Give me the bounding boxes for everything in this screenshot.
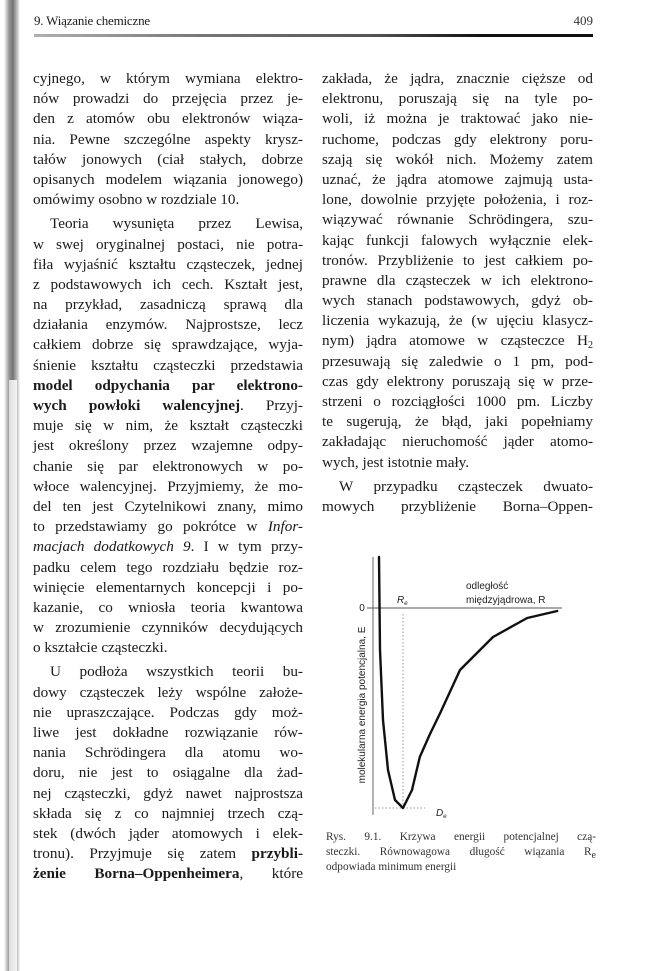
- text-segment: składa się z co najmniej trzech czą-: [33, 804, 303, 822]
- text-line: [33, 497, 303, 517]
- re-label: $R_e$: [397, 595, 408, 607]
- text-segment: liwe jest dokładne rozwiązanie rów-: [33, 724, 303, 741]
- text-segment: elektronu, poruszają się na tyle po-: [322, 90, 593, 108]
- left-text-column: [33, 69, 303, 889]
- text-segment: zakłada, że jądra, znacznie cięższe od: [322, 70, 593, 87]
- text-segment: cyjnego, w którym wymiana elektro-: [33, 70, 303, 87]
- text-line: [33, 618, 303, 638]
- text-line: [322, 210, 593, 230]
- text-line: [33, 784, 303, 804]
- bold-term: wych powłoki walencyjnej: [33, 397, 240, 414]
- text-line: [33, 723, 303, 743]
- text-segment: W przypadku cząsteczek dwuato-: [339, 477, 593, 495]
- text-line: [322, 69, 593, 89]
- text-line: [33, 109, 303, 129]
- paragraph: [322, 477, 593, 517]
- curve-point: [411, 789, 413, 791]
- text-segment: te sugerują, że błąd, jaki popełniamy: [322, 413, 593, 431]
- curve-points: [378, 556, 558, 809]
- text-line: [33, 69, 303, 89]
- text-line: [322, 251, 593, 271]
- text-segment: o kształcie cząsteczki.: [33, 639, 168, 657]
- text-segment: nej cząsteczki, gdyż nawet najprostsza: [33, 784, 303, 802]
- text-line: [322, 331, 593, 351]
- text-line: [33, 662, 303, 682]
- text-line: [322, 291, 593, 311]
- text-segment: steczki. Równowagowa długość wiązania R: [326, 846, 592, 858]
- text-line: [322, 150, 593, 170]
- text-segment: stek (dwóch jąder atomowych i elek-: [33, 824, 303, 842]
- potential-curve: [379, 557, 557, 808]
- text-segment: śnienie kształtu cząsteczki przedstawia: [33, 356, 303, 374]
- curve-point: [394, 799, 396, 801]
- text-segment: dowy cząsteczek leży wspólne założe-: [33, 683, 303, 701]
- text-segment: nie upraszczające. Podczas gdy moż-: [33, 703, 303, 721]
- text-segment: den z atomów obu elektronów wiąza-: [33, 110, 303, 128]
- text-line: [33, 170, 303, 190]
- text-segment: winięcie elementarnych koncepcji i po-: [33, 578, 303, 596]
- text-line: [322, 109, 593, 129]
- text-segment: omówimy osobno w rozdziale 10.: [33, 191, 240, 209]
- text-line: [33, 864, 303, 884]
- text-line: [33, 477, 303, 497]
- curve-point: [382, 719, 384, 721]
- text-segment: odpowiada minimum energii: [326, 861, 457, 873]
- text-segment: liczenia wykazują, że (w ujęciu klasycz-: [322, 312, 593, 330]
- text-segment: wych, jest istotnie mały.: [322, 453, 470, 471]
- text-line: [33, 743, 303, 763]
- curve-point: [419, 756, 421, 758]
- text-line: [33, 150, 303, 170]
- text-line: [322, 352, 593, 372]
- y-axis-label: molekularna energia potencjalna, E: [357, 626, 368, 784]
- caption-line: [326, 860, 596, 875]
- text-segment: nania Schrödingera dla atomu wo-: [33, 744, 303, 762]
- text-line: [322, 372, 593, 392]
- text-segment: opisanych modelem wiązania jonowego): [33, 170, 303, 188]
- bold-term: przybli-: [251, 845, 303, 863]
- text-line: [33, 356, 303, 376]
- text-segment: w swej oryginalnej postaci, nie potra-: [33, 235, 303, 253]
- curve-point: [387, 769, 389, 771]
- text-line: [33, 315, 303, 335]
- text-line: [33, 638, 303, 658]
- curve-point: [439, 712, 441, 714]
- text-line: [322, 412, 593, 432]
- text-segment: tronu). Przyjmuje się zatem: [33, 845, 252, 863]
- text-segment: fiła wyjaśnić kształtu cząsteczek, jednej: [33, 255, 303, 273]
- subscript: 2: [588, 340, 593, 352]
- text-line: [33, 214, 303, 234]
- right-text-column: [322, 69, 593, 521]
- caption-line: [326, 830, 596, 845]
- text-segment: jest określony przez wzajemne odpy-: [33, 437, 303, 455]
- text-line: [33, 763, 303, 783]
- text-segment: Rys. 9.1. Krzywa energii potencjalnej czą-: [326, 831, 596, 843]
- text-segment: w zrozumienie czynników decydujących: [33, 619, 303, 637]
- text-line: [33, 517, 303, 537]
- curve-point: [526, 617, 528, 619]
- text-line: [33, 275, 303, 295]
- text-segment: z podstawowych ich cech. Kształt jest,: [33, 275, 303, 293]
- text-line: [322, 271, 593, 291]
- paragraph: [33, 662, 303, 884]
- subscript: e: [591, 850, 596, 861]
- text-segment: tałów jonowych (ciał stałych, dobrze: [33, 150, 303, 168]
- text-segment: przesuwają się zaledwie o 1 pm, pod-: [322, 352, 593, 370]
- text-segment: . Przyj-: [240, 397, 303, 414]
- text-line: [33, 89, 303, 109]
- curve-point: [459, 669, 461, 671]
- curve-point: [379, 649, 381, 651]
- text-line: [33, 376, 303, 396]
- text-segment: Teoria wysunięta przez Lewisa,: [50, 215, 303, 233]
- text-segment: zakładając nieruchomość jąder atomo-: [322, 433, 593, 451]
- x-axis-label-line2: międzyjądrowa, R: [466, 595, 546, 606]
- text-line: [33, 335, 303, 355]
- text-segment: działania enzymów. Najprostsze, lecz: [33, 316, 303, 334]
- text-line: [33, 255, 303, 275]
- text-segment: padku celem tego rozdziału będzie roz-: [33, 558, 303, 576]
- text-line: [33, 295, 303, 315]
- bold-term: żenie Borna–Oppenheimera: [33, 865, 240, 883]
- text-segment: , które: [239, 865, 303, 883]
- text-line: [33, 558, 303, 578]
- header-rule: [34, 34, 593, 37]
- text-line: [33, 598, 303, 618]
- text-segment: nym) jądra atomowe w cząsteczce H: [322, 332, 588, 350]
- text-line: [322, 497, 593, 517]
- text-line: [33, 235, 303, 255]
- text-segment: czas gdy elektrony poruszają się w prze-: [322, 372, 593, 390]
- curve-point: [378, 556, 380, 558]
- text-line: [33, 804, 303, 824]
- text-segment: tronów. Przybliżenie to jest całkiem po-: [322, 251, 593, 269]
- text-segment: woli, iż można je traktować jako nie-: [322, 110, 593, 128]
- italic-text: Infor-: [267, 518, 303, 536]
- text-segment: szają się wokół nich. Możemy zatem: [322, 150, 593, 168]
- paragraph: [322, 69, 593, 473]
- curve-point: [429, 733, 431, 735]
- text-line: [33, 824, 303, 844]
- text-segment: nów prowadzi do przejęcia przez je-: [33, 90, 303, 108]
- text-segment: wiązywać równanie Schrödingera, szu-: [322, 211, 593, 229]
- curve-point: [492, 636, 494, 638]
- text-segment: ruchome, podczas gdy elektrony poru-: [322, 130, 593, 148]
- text-line: [33, 537, 303, 557]
- caption-line: [326, 845, 596, 860]
- text-segment: lone, dowolnie przyjęte położenia, i roz-: [322, 191, 593, 209]
- text-segment: to przedstawiamy go pokrótce w: [33, 518, 268, 536]
- text-line: [33, 683, 303, 703]
- text-segment: na przykład, zasadniczą sprawą dla: [33, 296, 303, 314]
- text-line: [33, 416, 303, 436]
- text-line: [322, 477, 593, 497]
- text-line: [33, 703, 303, 723]
- y-tick-zero: 0: [359, 603, 365, 614]
- text-segment: włoce walencyjnej. Przyjmiemy, że mo-: [33, 477, 303, 495]
- paragraph: [33, 214, 303, 658]
- text-line: [33, 436, 303, 456]
- text-line: [322, 170, 593, 190]
- text-line: [322, 311, 593, 331]
- italic-text: macjach dodatkowych 9: [33, 538, 191, 556]
- text-line: [33, 457, 303, 477]
- text-segment: strzeni o rozciągłości 1000 pm. Liczby: [322, 393, 593, 410]
- text-segment: doru, nie jest to osiągalne dla żad-: [33, 764, 303, 782]
- text-segment: kazanie, co wniosła teoria kwantowa: [33, 598, 303, 616]
- text-line: [33, 396, 303, 416]
- text-segment: kając funkcji falowych wyłącznie elek-: [322, 231, 593, 249]
- text-segment: del ten jest Czytelnikowi znany, mimo: [33, 497, 303, 515]
- curve-point: [556, 610, 558, 612]
- text-line: [322, 453, 593, 473]
- curve-point: [402, 807, 404, 809]
- text-segment: . I w tym przy-: [190, 538, 303, 556]
- text-segment: uznać, że jądra atomowe zajmują usta-: [322, 170, 593, 188]
- text-line: [322, 89, 593, 109]
- x-axis-label-line1: odległość: [466, 581, 509, 592]
- text-line: [322, 130, 593, 150]
- page-number: 409: [573, 13, 593, 28]
- text-line: [33, 130, 303, 150]
- text-line: [33, 578, 303, 598]
- figure-caption: [326, 830, 596, 875]
- text-segment: całkiem dobrze się sprawdzające, wyja-: [33, 336, 303, 354]
- text-line: [33, 190, 303, 210]
- de-label: $D_e$: [436, 808, 447, 820]
- text-segment: U podłoża wszystkich teorii bu-: [50, 663, 303, 681]
- text-segment: wych stanach podstawowych, gdyż ob-: [322, 292, 593, 310]
- text-line: [33, 844, 303, 864]
- bold-term: model odpychania par elektrono-: [33, 376, 303, 394]
- text-line: [322, 432, 593, 452]
- text-line: [322, 392, 593, 412]
- text-segment: mowych przybliżenie Borna–Oppen-: [322, 497, 593, 515]
- text-segment: prawne dla cząsteczek w ich elektrono-: [322, 271, 593, 289]
- text-segment: chanie się par elektronowych w po-: [33, 457, 303, 475]
- paragraph: [33, 69, 303, 210]
- scan-page-shadow: [9, 380, 17, 971]
- chapter-title: 9. Wiązanie chemiczne: [34, 13, 150, 28]
- text-line: [322, 231, 593, 251]
- text-segment: nia. Pewne szczególne aspekty krysz-: [33, 130, 303, 148]
- text-line: [322, 190, 593, 210]
- text-segment: muje się w nim, że kształt cząsteczki: [33, 417, 303, 435]
